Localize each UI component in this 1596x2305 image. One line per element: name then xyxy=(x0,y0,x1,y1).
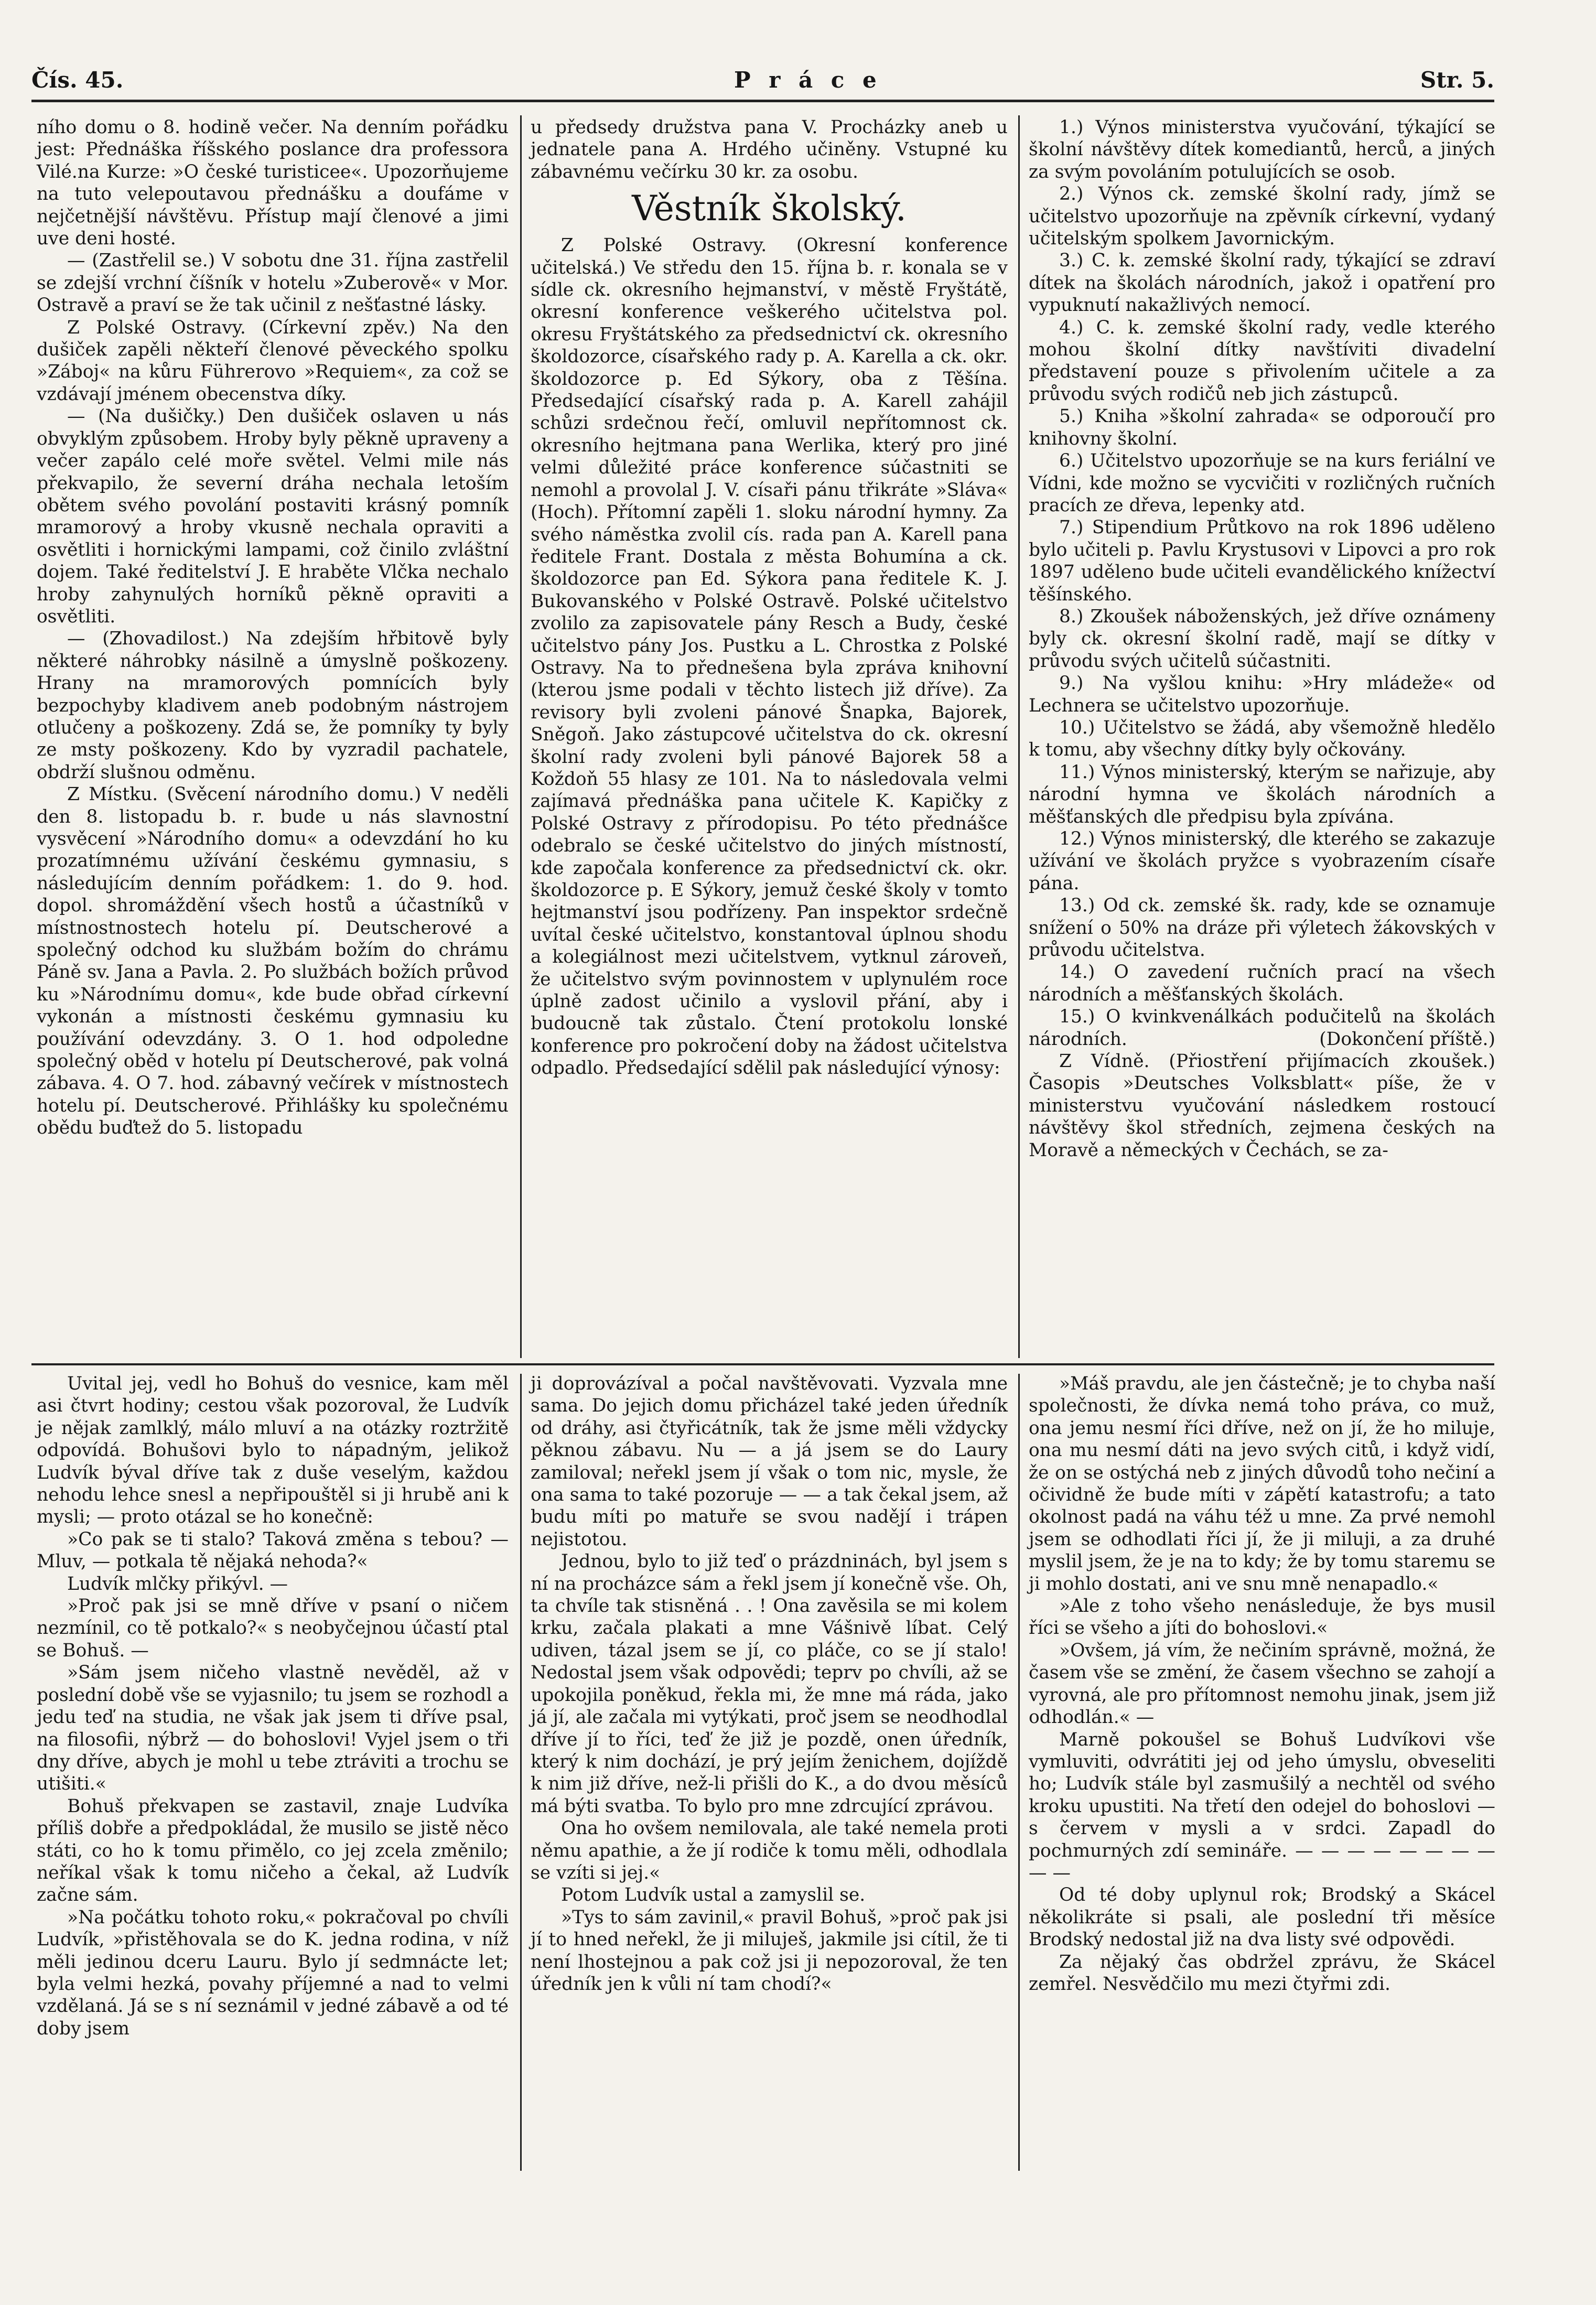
column-divider-top-2 xyxy=(1018,115,1020,1358)
section-rule xyxy=(31,1363,1494,1365)
paragraph: »Na počátku tohoto roku,« pokračoval po chvíli Ludvík, »přistěhovala se do K. jedna rodina, v níž měli jedinou dceru Lauru. Bylo jí sedmnácte let; byla velmi hezká, povahy příjemné a nad to velmi vzdělaná. Já se s ní seznámil v jedné zábavě a od té doby jsem xyxy=(37,1907,509,2039)
paragraph: 1.) Výnos ministerstva vyučování, týkající se školní návštěvy dítek komediantů, herců, a jiných za svým povoláním potulujících se osob. xyxy=(1029,117,1495,182)
paragraph xyxy=(1029,1006,1495,1050)
paragraph: 13.) Od ck. zemské šk. rady, kde se oznamuje snížení o 50% na dráze při výletech žákovských v průvodu učitelstva. xyxy=(1029,895,1495,961)
paragraph: Bohuš překvapen se zastavil, znaje Ludvíka příliš dobře a předpokládal, že musilo se jistě něco státi, co ho k tomu přimělo, co jej zcela změnilo; neříkal však k tomu ničeho a čekal, až Ludvík začne sám. xyxy=(37,1795,509,1906)
paragraph: — (Zhovadilost.) Na zdejším hřbitově byly některé náhrobky násilně a úmyslně poškozeny. Hrany na mramorových pomnících byly bezpochyby kladivem aneb podobným nástrojem otlučeny a poškozeny. Zdá se, že pomníky ty byly ze msty poškozeny. Kdo by vyzradil pachatele, obdrží slušnou odměnu. xyxy=(37,628,509,783)
paragraph: »Sám jsem ničeho vlastně nevěděl, až v poslední době vše se vyjasnilo; tu jsem se rozhodl a jedu teď na studia, ne však jak jsem ti dříve psal, na filosofii, nýbrž — do bohoslovi! Vyjel jsem o tři dny dříve, abych je mohl u tebe ztráviti a trochu se utišiti.« xyxy=(37,1662,509,1795)
paragraph: »Ovšem, já vím, že nečiním správně, možná, že časem vše se změní, že časem všechno se zahojí a vyrovná, ale pro přítomnost nemohu jinak, jsem již odhodlán.« — xyxy=(1029,1640,1495,1728)
page-header xyxy=(31,67,1494,99)
paragraph-text: 15.) O kvinkvenálkách podučitelů na školách národních. xyxy=(1029,1006,1495,1050)
paragraph: Jednou, bylo to již teď o prázdninách, byl jsem s ní na procházce sám a řekl jsem jí konečně vše. Oh, ta chvíle tak stisněná . . ! Ona zavěsila se mi kolem krku, začala plakati a mne Vášnivě líbat. Celý udiven, tázal jsem se jí, co pláče, co se jí stalo! Nedostal jsem však odpovědi; teprv po chvíli, až se upokojila poněkud, řekla mi, že mne má ráda, jako já jí, ale začala mi vytýkati, proč jsem se neodhodlal dříve jí to říci, teď že již je pozdě, onen úředník, který k nim dochází, je prý jejím ženichem, dojíždě k nim již dříve, než-li přišli do K., a do dvou měsíců má býti svatba. To bylo pro mne zdrcující zprávou. xyxy=(531,1551,1008,1817)
paragraph: »Proč pak jsi se mně dříve v psaní o ničem nezmínil, co tě potkalo?« s neobyčejnou účastí ptal se Bohuš. — xyxy=(37,1596,509,1661)
paragraph: 6.) Učitelstvo upozorňuje se na kurs feriální ve Vídni, kde možno se vycvičiti v rozličných ručních pracích ze dřeva, lepenky atd. xyxy=(1029,450,1495,516)
paragraph: Ona ho ovšem nemilovala, ale také nemela proti němu apathie, a že jí rodiče k tomu měli, odhodlala se vzíti si jej.« xyxy=(531,1818,1008,1883)
article-column-top-right xyxy=(1029,116,1495,1161)
paragraph: Ludvík mlčky přikývl. — xyxy=(67,1573,288,1595)
paragraph: »Tys to sám zavinil,« pravil Bohuš, »proč pak jsi jí to hned neřekl, že ji miluješ, jakmile jsi cítil, že ti není lhostejnou a pak což jsi ji nepozoroval, že ten úředník jen k vůli ní tam chodí?« xyxy=(531,1907,1008,1995)
paragraph: Potom Ludvík ustal a zamyslil se. xyxy=(561,1884,866,1906)
column-divider-bottom-1 xyxy=(520,1374,522,2171)
paragraph: — (Zastřelil se.) V sobotu dne 31. října zastřelil se zdejší vrchní číšník v hotelu »Zuberově« v Mor. Ostravě a praví se že tak učinil z nešťastné lásky. xyxy=(37,250,509,316)
header-rule xyxy=(31,100,1494,102)
story-column-bottom-middle xyxy=(531,1373,1008,1995)
paragraph: — (Na dušičky.) Den dušiček oslaven u nás obvyklým způsobem. Hroby byly pěkně upraveny a večer zapálo celé moře světel. Velmi mile nás překvapilo, že severní dráha nechala letoším obětem svého povolání postaviti krásný pomník mramorový a hroby vkusně nechala opraviti a osvětliti i hornickými lampami, což činilo zvláštní dojem. Také ředitelství J. E hraběte Vlčka nechalo hroby zahynulých horníků pěkně opraviti a osvětliti. xyxy=(37,406,509,627)
story-column-bottom-right xyxy=(1029,1373,1495,1995)
paragraph: 2.) Výnos ck. zemské školní rady, jímž se učitelstvo upozorňuje na zpěvník církevní, vydaný učitelským spolkem Javornickým. xyxy=(1029,184,1495,250)
column-divider-bottom-2 xyxy=(1018,1374,1020,2171)
paragraph: »Máš pravdu, ale jen částečně; je to chyba naší společnosti, že dívka nemá toho práva, co muž, ona jemu nesmí říci dříve, než on jí, že ho miluje, ona mu nesmí dáti na jevo svých citů, i když vidí, že on se ostýchá neb z jiných důvodů toho nečiní a očividně že bude míti v zápětí katastrofu; a tato okolnost padá na váhu též u mne. Za prvé nemohl jsem se odhodlati říci jí, že ji miluji, a za druhé myslil jsem, že je na to kdy; že by tomu staremu se ji mohlo dostati, ani ve snu mně nenapadlo.« xyxy=(1029,1373,1495,1595)
article-column-top-left xyxy=(37,116,509,1139)
paragraph: Uvital jej, vedl ho Bohuš do vesnice, kam měl asi čtvrt hodiny; cestou však pozoroval, že Ludvík je nějak zamlklý, málo mluví a na otázky roztržitě odpovídá. Bohušovi bylo to nápadným, jelikož Ludvík býval dříve tak z duše veselým, každou nehodu lehce snesl a nepřipouštěl si ji hrubě ani k mysli; — proto otázal se ho konečně: xyxy=(37,1373,509,1528)
paragraph: 7.) Stipendium Průtkovo na rok 1896 uděleno bylo učiteli p. Pavlu Krystusovi v Lipovci a pro rok 1897 uděleno bude učiteli evandělického knížectví těšínského. xyxy=(1029,517,1495,605)
continued-note: (Dokončení příště.) xyxy=(1319,1028,1495,1050)
paragraph: ního domu o 8. hodině večer. Na denním pořádku jest: Přednáška říšského poslance dra professora Vilé.na Kurze: »O české turisticee«. Upozorňujeme na tuto velepoutavou přednášku a doufáme v nejčetnější návštěvu. Přístup mají členové a jimi uve deni hosté. xyxy=(37,117,509,250)
paragraph: 10.) Učitelstvo se žádá, aby všemožně hledělo k tomu, aby všechny dítky byly očkovány. xyxy=(1029,717,1495,761)
section-heading: Věstník školský. xyxy=(632,188,907,229)
paragraph: Marně pokoušel se Bohuš Ludvíkovi vše vymluviti, odvrátiti jej od jeho úmyslu, obveseliti ho; Ludvík stále byl zasmušilý a nechtěl od svého kroku upustiti. Na třetí den odejel do bohoslovi — s červem v mysli a v srdci. Zapadl do pochmurných zdí semináře. — — — — — — — — — — xyxy=(1029,1729,1495,1883)
paragraph: 11.) Výnos ministerský, kterým se nařizuje, aby národní hymna ve školách národních a měšťanských dle předpisu byla zpívána. xyxy=(1029,761,1495,827)
paragraph: Z Vídně. (Přiostření přijímacích zkoušek.) Časopis »Deutsches Volksblatt« píše, že v ministerstvu vyučování následkem rostoucí návštěvy škol středních, zejmena českých na Moravě a německých v Čechách, se za- xyxy=(1029,1051,1495,1161)
issue-number: Čís. 45. xyxy=(31,67,124,93)
column-divider-top-1 xyxy=(520,115,522,1358)
paragraph: Z Místku. (Svěcení národního domu.) V neděli den 8. listopadu b. r. bude u nás slavnostní vysvěcení »Národního domu« a odevzdání ho ku prozatímnému užívání českému gymnasiu, s následujícím denním pořádkem: 1. do 9. hod. dopol. shromáždění všech hostů a účastníků v místnostnostech hotelu pí. Deutscherové a společný odchod ku službám božím do chrámu Páně sv. Jana a Pavla. 2. Po službách božích průvod ku »Národnímu domu«, kde bude obřad církevní vykonán a místnosti českému gymnasiu ku používání odevzdány. 3. O 1. hod odpoledne společný oběd v hotelu pí Deutscherové, pak volná zábava. 4. O 7. hod. zábavný večírek v místnostech hotelu pí. Deutscherové. Přihlášky ku společnému obědu buďtež do 5. listopadu xyxy=(37,784,509,1139)
paragraph: 3.) C. k. zemské školní rady, týkající se zdraví dítek na školách národních, jakož i opatření pro vypuknutí nakažlivých nemocí. xyxy=(1029,250,1495,316)
paragraph: Z Polské Ostravy. (Církevní zpěv.) Na den dušiček zapěli někteří členové pěveckého spolku »Záboj« na kůru Führerovo »Requiem«, za což se vzdávají jménem obecenstva díky. xyxy=(37,317,509,405)
paragraph: 9.) Na vyšlou knihu: »Hry mládeže« od Lechnera se učitelstvo upozorňuje. xyxy=(1029,673,1495,716)
paragraph: 12.) Výnos ministerský, dle kterého se zakazuje užívání ve školách pryžce s vyobrazením císaře pána. xyxy=(1029,828,1495,894)
paragraph: 4.) C. k. zemské školní rady, vedle kterého mohou školní dítky navštíviti divadelní představení pouze s přivolením učitele a za průvodu svých rodičů neb jich zástupců. xyxy=(1029,317,1495,405)
paragraph: ji doprovázíval a počal navštěvovati. Vyzvala mne sama. Do jejich domu přicházel také jeden úředník od dráhy, asi čtyřicátník, tak že jsme měli vždycky pěknou zábavu. Nu — a já jsem se do Laury zamiloval; neřekl jsem jí však o tom nic, mysle, že ona sama to také pozoruje — — a tak čekal jsem, až budu míti po matuře se svou nadějí i trápen nejistotou. xyxy=(531,1373,1008,1550)
paragraph: »Co pak se ti stalo? Taková změna s tebou? — Mluv, — potkala tě nějaká nehoda?« xyxy=(37,1528,509,1572)
paragraph: 14.) O zavedení ručních prací na všech národních a měšťanských školách. xyxy=(1029,962,1495,1005)
paragraph: 8.) Zkoušek náboženských, jež dříve oznámeny byly ck. okresní školní radě, mají se dítky v průvodu svých učitelů súčastniti. xyxy=(1029,606,1495,672)
paragraph: Za nějaký čas obdržel zprávu, že Skácel zemřel. Nesvědčilo mu mezi čtyřmi zdi. xyxy=(1029,1951,1495,1995)
article-column-top-middle xyxy=(531,116,1008,1080)
paragraph: u předsedy družstva pana V. Procházky aneb u jednatele pana A. Hrdého učiněny. Vstupné ku zábavnému večírku 30 kr. za osobu. xyxy=(531,117,1008,182)
story-column-bottom-left xyxy=(37,1373,509,2040)
paragraph: Z Polské Ostravy. (Okresní konference učitelská.) Ve středu den 15. října b. r. konala se v sídle ck. okresního hejmanství, v městě Fryštátě, okresní konference veškerého učitelstva pol. okresu Fryštátského za předsednictví ck. okresního školdozorce, císařského rady p. A. Karella a ck. okr. školdozorce p. Ed Sýkory, oba z Těšína. Předsedající císařský rada p. A. Karell zahájil schůzi srdečnou řečí, omluvil nepřítomnost ck. okresního hejtmana pana Werlika, který pro jiné velmi důležité práce konference súčastniti se nemohl a provolal J. V. císaři pánu třikráte »Sláva« (Hoch). Přítomní zapěli 1. sloku národní hymny. Za svého náměstka zvolil cís. rada pan A. Karell pana ředitele Frant. Dostala z města Bohumína a ck. školdozorce pan Ed. Sýkora pana ředitele K. J. Bukovanského v Polské Ostravě. Polské učitelstvo zvolilo za zapisovatele pány Resch a Budy, české učitelstvo pány Jos. Pustku a L. Chrostka z Polské Ostravy. Na to přednešena byla zpráva knihovní (kterou jsme podali v těchto listech již dříve). Za revisory byli zvoleni pánové Šnapka, Bajorek, Sněgoň. Jako zástupcové učitelstva do ck. okresní školní rady zvoleni byli pánové Bajorek 58 a Koždoň 55 hlasy ze 101. Na to následovala velmi zajímavá přednáška pana učitele K. Kapičky z Polské Ostravy z přírodopisu. Po této přednášce odebralo se české učitelstvo do jiných místností, kde započala konference za předsednictví ck. okr. školdozorce p. E Sýkory, jemuž české školy v tomto hejtmanství jsou podřízeny. Pan inspektor srdečně uvítal české učitelstvo, konstantoval úplnou shodu a kolegiálnost mezi učitelstvem, vytknul zároveň, že učitelstvo svým povinnostem v uplynulém roce úplně zadost učinilo a vyslovil přání, aby i budoucně tak zůstalo. Čtení protokolu lonské konference pro pokročení doby na žádost učitelstva odpadlo. Předsedající sdělil pak následující výnosy: xyxy=(531,235,1008,1079)
page-number: Str. 5. xyxy=(1420,67,1494,93)
paragraph: 5.) Kniha »školní zahrada« se odporoučí pro knihovny školní. xyxy=(1029,406,1495,449)
paragraph: »Ale z toho všeho nenásleduje, že bys musil říci se všeho a jíti do bohoslovi.« xyxy=(1029,1596,1495,1639)
paragraph: Od té doby uplynul rok; Brodský a Skácel několikráte si psali, ale poslední tři měsíce Brodský nedostal již na dva listy své odpovědi. xyxy=(1029,1884,1495,1951)
newspaper-title: P r á c e xyxy=(734,67,882,93)
